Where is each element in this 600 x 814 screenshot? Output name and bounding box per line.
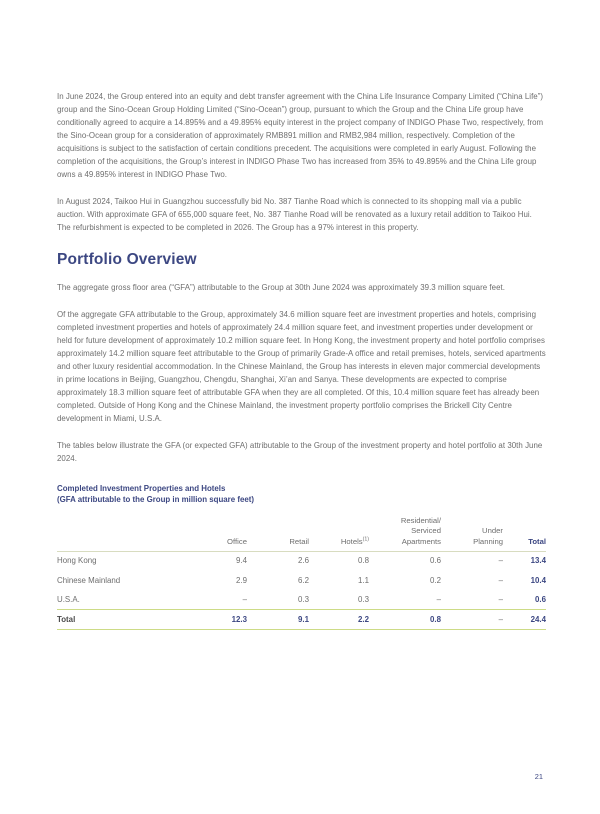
column-header-total: Total	[528, 536, 546, 546]
cell-usa-under-planning: –	[498, 594, 503, 604]
row-label-chinese-mainland: Chinese Mainland	[57, 575, 121, 585]
paragraph-taikoo-hui-bid: In August 2024, Taikoo Hui in Guangzhou successfully bid No. 387 Tianhe Road which is connected to its shopping mall via a public auction. With approximate GFA of 655,000 square feet, No. 387 Tianhe Road will be renovated as a luxury retail addition to Taikoo Hui. The refurbishment is expected to be completed in 2026. The Group has a 97% interest in this property.	[57, 197, 532, 232]
cell-hong-kong-residential: 0.6	[430, 556, 441, 566]
cell-total-under-planning: –	[441, 610, 503, 630]
paragraph-indigo-acquisition: In June 2024, the Group entered into an equity and debt transfer agreement with the China Life Insurance Company Limited (“China Life”) group and the Sino-Ocean Group Holding Limited (“Sino-Ocean”) group, pursuant to which the Group and the China Life group have conditionally agreed to acquire a 14.895% and a 49.895% equity interest in the project company of INDIGO Phase Two, respectively, from the Sino-Ocean group for a consideration of approximately RMB891 million and RMB2,984 million, respectively. Completion of the acquisitions is subject to the satisfaction of certain conditions precedent. The acquisitions were completed in early August. Following the completion of the acquisitions, the Group’s interest in INDIGO Phase Two has increased from 35% to 49.895% and the China Life group owns a 49.895% interest in INDIGO Phase Two.	[57, 92, 544, 179]
table-row	[57, 552, 546, 572]
table-body	[57, 552, 546, 630]
footnote-marker-1: (1)	[362, 536, 369, 543]
cell-hong-kong-hotels: 0.8	[358, 556, 369, 566]
cell-chinese-mainland-under-planning: –	[498, 575, 503, 585]
table-title-line-1: Completed Investment Properties and Hotels	[57, 484, 226, 493]
completed-investment-properties-table	[57, 516, 546, 631]
row-label-hong-kong: Hong Kong	[57, 556, 97, 566]
paragraph-portfolio-breakdown: Of the aggregate GFA attributable to the Group, approximately 34.6 million square feet are investment properties and hotels, comprising completed investment properties and hotels of approximately 24.4 million square feet, and investment properties under development or held for future development of approximately 10.2 million square feet. In Hong Kong, the investment property and hotel portfolio comprises approximately 14.2 million square feet attributable to the Group of primarily Grade-A office and retail premises, hotels, serviced apartments and other luxury residential accommodation. In the Chinese Mainland, the Group has interests in eleven major commercial developments in prime locations in Beijing, Guangzhou, Chengdu, Shanghai, Xi’an and Sanya. These developments are expected to comprise approximately 18.3 million square feet of attributable GFA when they are all completed. Of this, 10.4 million square feet has already been completed. Outside of Hong Kong and the Chinese Mainland, the investment property portfolio comprises the Brickell City Centre development in Miami, U.S.A.	[57, 310, 546, 423]
cell-usa-total: 0.6	[535, 594, 546, 604]
column-header-residential-line-1: Residential/	[400, 515, 441, 525]
cell-total-retail: 9.1	[247, 610, 309, 630]
completed-properties-table-block	[57, 483, 546, 630]
cell-chinese-mainland-office: 2.9	[236, 575, 247, 585]
table-title	[57, 483, 546, 506]
page-number: 21	[534, 772, 543, 781]
cell-chinese-mainland-residential: 0.2	[430, 575, 441, 585]
cell-usa-office: –	[242, 594, 247, 604]
table-header	[57, 516, 546, 552]
table-title-line-2: (GFA attributable to the Group in million square feet)	[57, 495, 254, 505]
cell-hong-kong-under-planning: –	[498, 556, 503, 566]
cell-chinese-mainland-retail: 6.2	[298, 575, 309, 585]
cell-chinese-mainland-hotels: 1.1	[358, 575, 369, 585]
column-header-office: Office	[227, 536, 247, 546]
column-header-residential-serviced-apartments	[369, 516, 441, 551]
table-row	[57, 590, 546, 610]
table-total-row	[57, 610, 546, 630]
section-heading-portfolio-overview: Portfolio Overview	[57, 251, 197, 268]
column-header-residential-line-3: Apartments	[401, 536, 441, 546]
column-header-region	[57, 516, 185, 551]
column-header-under-planning	[441, 516, 503, 551]
cell-total-residential: 0.8	[369, 610, 441, 630]
paragraph-aggregate-gfa: The aggregate gross floor area (“GFA”) attributable to the Group at 30th June 2024 was approximately 39.3 million square feet.	[57, 283, 505, 292]
column-header-retail: Retail	[289, 536, 309, 546]
page-content	[57, 90, 546, 630]
cell-total-total: 24.4	[503, 610, 546, 630]
paragraph-tables-intro: The tables below illustrate the GFA (or expected GFA) attributable to the Group of the investment property and hotel portfolio at 30th June 2024.	[57, 441, 543, 463]
cell-hong-kong-total: 13.4	[530, 556, 546, 566]
cell-chinese-mainland-total: 10.4	[530, 575, 546, 585]
column-header-under-line-2: Planning	[473, 536, 503, 546]
column-header-under-line-1: Under	[482, 526, 503, 536]
table-header-row	[57, 516, 546, 551]
column-header-hotels	[309, 516, 369, 551]
cell-hong-kong-office: 9.4	[236, 556, 247, 566]
cell-hong-kong-retail: 2.6	[298, 556, 309, 566]
table-row	[57, 571, 546, 590]
row-label-total: Total	[57, 610, 185, 630]
cell-total-office: 12.3	[185, 610, 247, 630]
column-header-hotels-label: Hotels	[340, 536, 363, 546]
cell-usa-hotels: 0.3	[358, 594, 369, 604]
cell-usa-residential: –	[436, 594, 441, 604]
cell-total-hotels: 2.2	[309, 610, 369, 630]
row-label-usa: U.S.A.	[57, 594, 80, 604]
column-header-residential-line-2: Serviced	[411, 526, 441, 536]
cell-usa-retail: 0.3	[298, 594, 309, 604]
